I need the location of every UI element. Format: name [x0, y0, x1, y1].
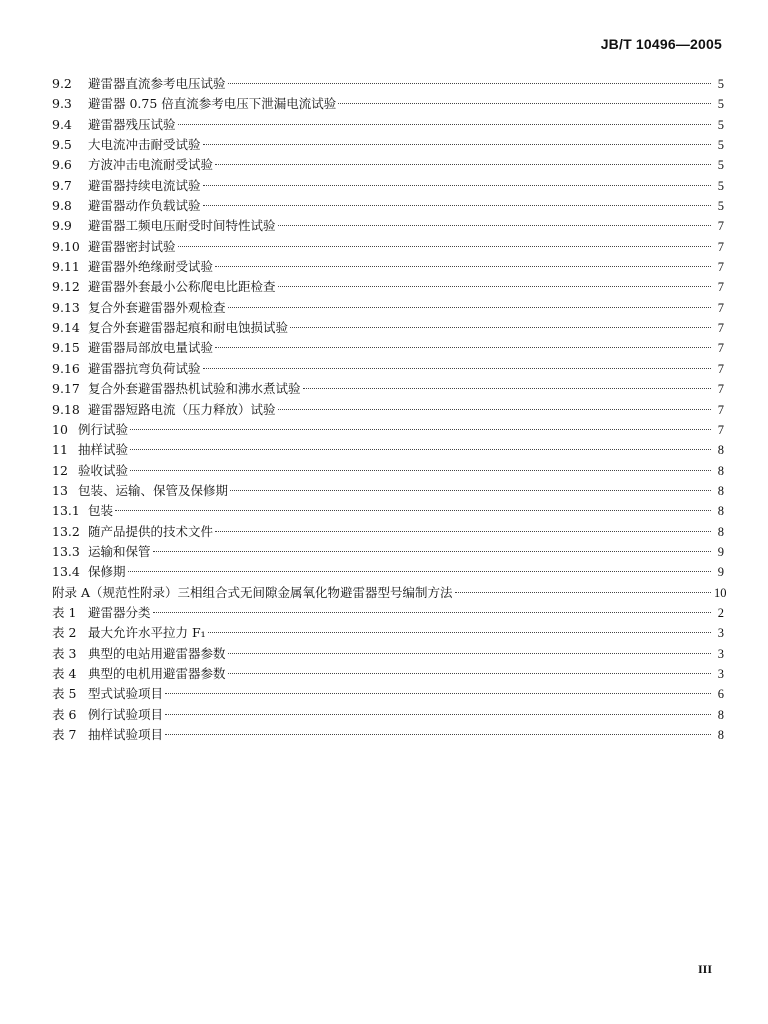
toc-entry	[52, 135, 724, 155]
toc-entry-page: 7	[717, 260, 724, 275]
toc-entry	[52, 583, 727, 603]
dot-leader	[203, 204, 711, 206]
dot-leader	[130, 469, 711, 471]
toc-entry-page: 5	[717, 199, 724, 214]
dot-leader	[228, 672, 711, 674]
toc-entry	[52, 379, 724, 399]
toc-entry	[52, 196, 724, 216]
toc-entry	[52, 277, 724, 297]
toc-entry-number: 9.4	[52, 116, 72, 132]
dot-leader	[228, 82, 711, 84]
toc-entry-number: 9.5	[52, 137, 72, 153]
toc-entry	[52, 216, 724, 236]
dot-leader	[203, 184, 711, 186]
toc-entry-title: 包装	[88, 503, 114, 519]
dot-leader	[165, 713, 711, 715]
toc-entry	[52, 257, 724, 277]
dot-leader	[178, 245, 711, 247]
toc-entry-title: 保修期	[88, 564, 126, 580]
toc-entry-page: 7	[717, 361, 724, 376]
toc-entry-title: 避雷器分类	[88, 604, 151, 620]
toc-entry-page: 8	[717, 524, 724, 539]
toc-entry-page: 7	[717, 239, 724, 254]
toc-entry-title: 避雷器外套最小公称爬电比距检查	[88, 279, 276, 295]
toc-entry-page: 3	[717, 646, 724, 661]
dot-leader	[215, 346, 711, 348]
toc-entry	[52, 542, 724, 562]
toc-entry-number: 11	[52, 442, 68, 458]
toc-entry-title: （规范性附录）三相组合式无间隙金属氧化物避雷器型号编制方法	[90, 584, 453, 600]
toc-entry-title: 包装、运输、保管及保修期	[78, 482, 229, 498]
toc-entry-number: 附录 A	[52, 584, 91, 600]
toc-entry	[52, 420, 724, 440]
toc-entry-number: 表 6	[52, 706, 77, 722]
toc-entry-title: 避雷器局部放电量试验	[88, 340, 214, 356]
toc-entry-number: 9.8	[52, 198, 72, 214]
toc-entry-number: 10	[52, 421, 68, 437]
toc-entry-page: 5	[717, 117, 724, 132]
toc-entry-title: 型式试验项目	[88, 686, 164, 702]
toc-entry	[52, 338, 724, 358]
toc-entry-title: 随产品提供的技术文件	[88, 523, 214, 539]
toc-entry	[52, 603, 724, 623]
toc-entry-page: 8	[717, 443, 724, 458]
dot-leader	[455, 591, 711, 593]
toc-entry-page: 7	[717, 321, 724, 336]
toc-entry-page: 2	[717, 605, 724, 620]
dot-leader	[303, 387, 711, 389]
toc-entry	[52, 501, 724, 521]
toc-entry	[52, 298, 724, 318]
dot-leader	[290, 326, 711, 328]
toc-entry-title: 运输和保管	[88, 543, 151, 559]
toc-entry-page: 7	[717, 382, 724, 397]
toc-entry-number: 9.16	[52, 360, 80, 376]
dot-leader	[228, 652, 711, 654]
toc-entry-title: 避雷器动作负载试验	[88, 198, 201, 214]
page-number: III	[697, 962, 712, 976]
toc-entry-title: 最大允许水平拉力 F₁	[88, 625, 206, 641]
toc-entry	[52, 237, 724, 257]
toc-entry-title: 例行试验	[78, 421, 129, 437]
toc-entry-title: 避雷器 0.75 倍直流参考电压下泄漏电流试验	[88, 96, 337, 112]
toc-entry	[52, 176, 724, 196]
toc-entry-number: 9.11	[52, 259, 80, 275]
dot-leader	[203, 143, 711, 145]
toc-entry-page: 5	[717, 77, 724, 91]
dot-leader	[215, 530, 711, 532]
toc-entry-page: 8	[717, 728, 724, 742]
toc-entry-number: 9.3	[52, 96, 72, 112]
toc-entry-title: 避雷器残压试验	[88, 116, 176, 132]
toc-entry-page: 7	[717, 300, 724, 315]
toc-entry	[52, 440, 724, 460]
toc-entry	[52, 481, 724, 501]
toc-entry-page: 3	[717, 666, 724, 681]
toc-entry-page: 3	[717, 626, 724, 641]
toc-entry	[52, 74, 724, 94]
toc-entry-page: 10	[714, 585, 727, 600]
toc-entry-page: 8	[717, 504, 724, 519]
toc-entry-page: 5	[717, 138, 724, 153]
toc-entry-page: 7	[717, 341, 724, 356]
toc-entry	[52, 522, 724, 542]
toc-entry	[52, 664, 724, 684]
toc-entry-page: 7	[717, 422, 724, 437]
toc-entry-number: 9.9	[52, 218, 72, 234]
toc-entry-number: 13.3	[52, 543, 80, 559]
toc-entry-title: 大电流冲击耐受试验	[88, 137, 201, 153]
toc-entry-number: 表 4	[52, 665, 77, 681]
toc-entry	[52, 623, 724, 643]
toc-entry-page: 7	[717, 280, 724, 295]
toc-entry-number: 表 2	[52, 625, 77, 641]
dot-leader	[165, 692, 711, 694]
toc-entry-number: 9.18	[52, 401, 80, 417]
dot-leader	[278, 408, 711, 410]
dot-leader	[165, 733, 711, 735]
toc-entry	[52, 115, 724, 135]
toc-entry	[52, 705, 724, 725]
dot-leader	[203, 367, 711, 369]
dot-leader	[130, 448, 711, 450]
toc-entry-title: 复合外套避雷器热机试验和沸水煮试验	[88, 381, 301, 397]
toc-entry	[52, 359, 724, 379]
dot-leader	[208, 631, 711, 633]
toc-entry-page: 9	[717, 565, 724, 580]
toc-entry-page: 6	[717, 687, 724, 702]
dot-leader	[278, 285, 711, 287]
toc-entry-title: 方波冲击电流耐受试验	[88, 157, 214, 173]
toc-entry-page: 8	[717, 463, 724, 478]
dot-leader	[153, 550, 711, 552]
dot-leader	[130, 428, 711, 430]
toc-entry-number: 9.10	[52, 238, 80, 254]
toc-entry-number: 表 3	[52, 645, 77, 661]
toc-entry-number: 9.12	[52, 279, 80, 295]
toc-entry-page: 5	[717, 97, 724, 112]
standard-code: JB/T 10496—2005	[600, 36, 722, 52]
toc-entry-title: 例行试验项目	[88, 706, 164, 722]
toc-entry-title: 典型的电机用避雷器参数	[88, 665, 226, 681]
dot-leader	[230, 489, 711, 491]
toc-entry-page: 8	[717, 483, 724, 498]
toc-entry	[52, 94, 724, 114]
toc-entry-title: 复合外套避雷器起痕和耐电蚀损试验	[88, 320, 289, 336]
dot-leader	[338, 102, 711, 104]
toc-entry-number: 9.17	[52, 381, 80, 397]
toc-entry-page: 5	[717, 178, 724, 193]
dot-leader	[178, 123, 711, 125]
toc-entry-title: 避雷器持续电流试验	[88, 177, 201, 193]
dot-leader	[115, 509, 711, 511]
toc-entry-title: 避雷器抗弯负荷试验	[88, 360, 201, 376]
dot-leader	[278, 224, 711, 226]
toc-entry-number: 12	[52, 462, 68, 478]
toc-entry	[52, 318, 724, 338]
toc-entry-title: 避雷器外绝缘耐受试验	[88, 259, 214, 275]
toc-entry	[52, 562, 724, 582]
table-of-contents	[52, 74, 727, 745]
toc-entry-number: 13	[52, 482, 68, 498]
toc-entry-number: 9.6	[52, 157, 72, 173]
toc-entry-title: 复合外套避雷器外观检查	[88, 299, 226, 315]
toc-entry	[52, 684, 724, 704]
toc-entry	[52, 400, 724, 420]
toc-entry-number: 13.2	[52, 523, 80, 539]
toc-entry	[52, 461, 724, 481]
dot-leader	[215, 265, 711, 267]
toc-entry-title: 避雷器直流参考电压试验	[88, 76, 226, 91]
toc-entry-title: 抽样试验	[78, 442, 129, 458]
toc-entry-number: 9.7	[52, 177, 72, 193]
dot-leader	[128, 570, 711, 572]
toc-entry-page: 7	[717, 219, 724, 234]
toc-entry-number: 表 5	[52, 686, 77, 702]
dot-leader	[215, 163, 711, 165]
toc-entry-title: 避雷器短路电流（压力释放）试验	[88, 401, 276, 417]
toc-entry	[52, 644, 724, 664]
toc-entry-number: 13.1	[52, 503, 80, 519]
toc-entry-title: 典型的电站用避雷器参数	[88, 645, 226, 661]
toc-entry-page: 5	[717, 158, 724, 173]
toc-entry-number: 9.15	[52, 340, 80, 356]
toc-entry-title: 抽样试验项目	[88, 727, 164, 742]
toc-entry-title: 避雷器工频电压耐受时间特性试验	[88, 218, 276, 234]
toc-entry-number: 表 1	[52, 604, 77, 620]
toc-entry-number: 9.13	[52, 299, 80, 315]
toc-entry	[52, 155, 724, 175]
toc-entry-page: 9	[717, 544, 724, 559]
toc-entry	[52, 725, 724, 745]
dot-leader	[228, 306, 711, 308]
toc-entry-title: 避雷器密封试验	[88, 238, 176, 254]
toc-entry-page: 8	[717, 707, 724, 722]
dot-leader	[153, 611, 711, 613]
toc-entry-number: 表 7	[52, 727, 77, 742]
toc-entry-number: 13.4	[52, 564, 80, 580]
toc-entry-page: 7	[717, 402, 724, 417]
toc-entry-title: 验收试验	[78, 462, 129, 478]
toc-entry-number: 9.2	[52, 76, 72, 91]
toc-entry-number: 9.14	[52, 320, 80, 336]
